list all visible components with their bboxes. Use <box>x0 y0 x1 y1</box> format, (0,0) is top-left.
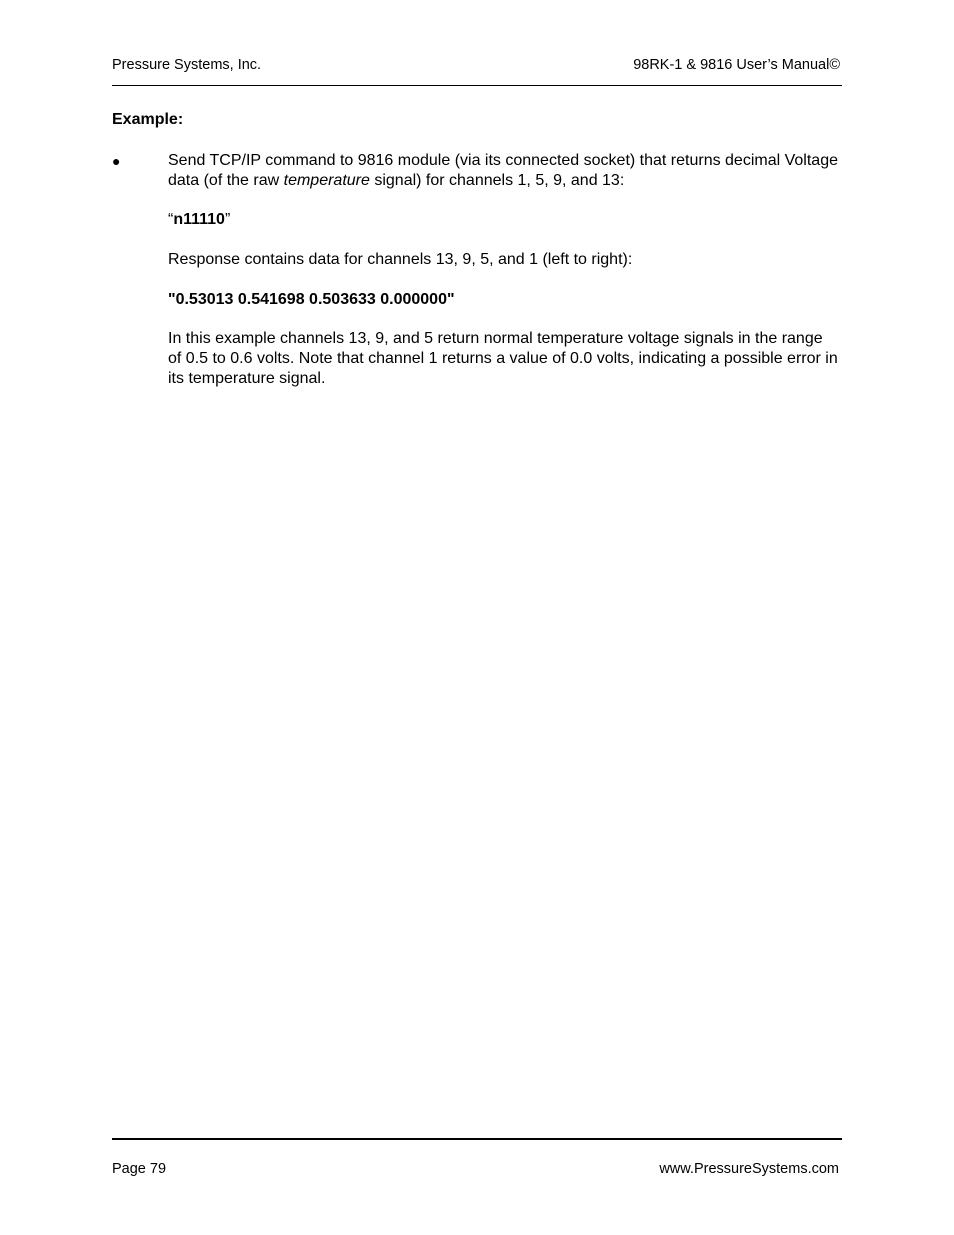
response-values: "0.53013 0.541698 0.503633 0.000000" <box>168 291 455 308</box>
bullet-icon: ● <box>112 153 121 169</box>
footer-website: www.PressureSystems.com <box>659 1161 839 1177</box>
response-intro: Response contains data for channels 13, 9, 5, and 1 (left to right): <box>168 251 633 268</box>
header-company: Pressure Systems, Inc. <box>112 57 262 73</box>
page-header <box>112 55 842 86</box>
example-heading: Example: <box>112 111 184 128</box>
bullet-text-part1: Send TCP/IP command to 9816 module (via its connected socket) that returns decimal Voltage data (of the raw <box>168 152 838 189</box>
bullet-text-italic: temperature <box>283 172 370 189</box>
command-paragraph <box>168 210 838 230</box>
bullet-text-part2: signal) for channels 1, 5, 9, and 13: <box>369 172 625 189</box>
command-open-quote: “ <box>168 211 174 228</box>
command-text: n11110 <box>173 211 225 228</box>
footer-page-number: Page 79 <box>112 1161 167 1177</box>
explanation-paragraph: In this example channels 13, 9, and 5 return normal temperature voltage signals in the range of 0.5 to 0.6 volts. Note that channel 1 returns a value of 0.0 volts, indicating a possible error in its temperature signal. <box>168 330 838 387</box>
bullet-paragraph <box>168 151 838 191</box>
command-close-quote: ” <box>224 211 231 228</box>
page-footer <box>112 1138 842 1180</box>
header-manual-title: 98RK-1 & 9816 User’s Manual© <box>633 57 840 73</box>
